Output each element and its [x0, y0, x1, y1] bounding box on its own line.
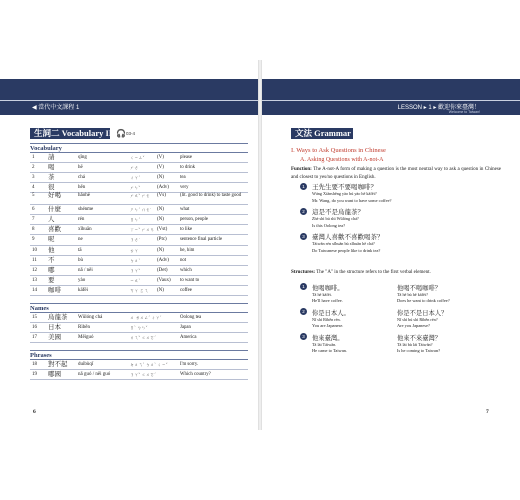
vocab-pinyin: Měiguó	[78, 335, 94, 340]
vocab-zhuyin: ㄋㄜ˙	[130, 237, 141, 243]
vocab-number: 9	[32, 237, 35, 243]
vocab-english: tea	[180, 174, 186, 180]
vocab-pinyin: xǐhuān	[78, 227, 92, 233]
vocab-characters: 哪	[48, 266, 55, 274]
vocab-part-of-speech: (V)	[157, 164, 164, 170]
vocab-row	[30, 266, 248, 276]
right-running-subheader: Welcome to Taiwan!	[448, 110, 480, 114]
right-header-bar	[262, 79, 520, 115]
vocab-pinyin: tā	[78, 247, 82, 253]
vocab-part-of-speech: (Ptc)	[157, 237, 167, 243]
vocab-row	[30, 256, 248, 266]
vocab-number: 13	[32, 277, 37, 283]
vocab-row	[30, 215, 248, 225]
vocab-row	[30, 246, 248, 256]
vocab-number: 17	[32, 335, 37, 340]
structures-label: Structures:	[291, 270, 316, 275]
vocab-english: which	[180, 267, 192, 273]
vocab-pinyin: bù	[78, 257, 83, 263]
vocab-part-of-speech: (Adv)	[157, 257, 169, 263]
question-english: Are you Japanese?	[397, 323, 430, 328]
vocab-number: 15	[32, 314, 37, 320]
vocab-pinyin: kāfēi	[78, 287, 88, 293]
vocab-part-of-speech: (N)	[157, 174, 164, 180]
vocab-characters: 要	[48, 276, 55, 284]
example-pinyin: Táiwān rén xǐhuān bù xǐhuān hē chá?	[312, 241, 375, 246]
statement-chinese: 你是日本人。	[312, 310, 350, 317]
vocab-characters: 他	[48, 246, 55, 254]
vocab-number: 19	[32, 371, 37, 377]
grammar-heading-2: A. Asking Questions with A-not-A	[300, 157, 384, 163]
vocab-number: 16	[32, 324, 37, 330]
vocab-row	[30, 183, 248, 193]
pair-number-badge: 1	[300, 283, 307, 290]
vocab-part-of-speech: (Vs)	[157, 193, 166, 199]
vocab-number: 3	[32, 174, 35, 180]
question-english: Is he coming to Taiwan?	[397, 348, 441, 353]
example-pinyin: Wáng Xiānshēng yào bú yào hē kāfēi?	[312, 191, 377, 196]
vocabulary-heading: Vocabulary	[30, 143, 248, 152]
question-column	[397, 308, 492, 328]
vocab-row	[30, 360, 248, 370]
vocab-pinyin: hē	[78, 164, 83, 170]
vocab-english: Japan	[180, 324, 191, 330]
question-column	[397, 333, 492, 353]
example-number-badge: 2	[300, 208, 307, 215]
vocab-row	[30, 205, 248, 215]
vocab-row	[30, 370, 248, 380]
vocab-zhuyin: ㄎㄚ ㄈㄟ	[130, 287, 149, 293]
names-heading: Names	[30, 303, 248, 312]
vocab-characters: 對不起	[48, 360, 68, 368]
vocab-pinyin: rén	[78, 217, 85, 223]
vocab-english: Oolong tea	[180, 314, 202, 320]
pair-number-badge: 3	[300, 333, 307, 340]
statement-english: He came to Taiwan.	[312, 348, 347, 353]
vocab-zhuyin: ㄧㄠˋ	[130, 277, 141, 283]
vocab-english: I'm sorry.	[180, 361, 199, 367]
vocab-pinyin: chá	[78, 174, 85, 180]
example-english: Do Taiwanese people like to drink tea?	[312, 248, 381, 253]
vocabulary-table	[30, 143, 248, 380]
vocab-pinyin: yào	[78, 277, 86, 283]
vocab-zhuyin: ㄒㄧˇ ㄏㄨㄢ	[130, 227, 155, 233]
vocab-characters: 日本	[48, 323, 61, 331]
statement-chinese: 他喝咖啡。	[312, 285, 344, 292]
vocab-english: not	[180, 257, 187, 263]
vocab-row	[30, 153, 248, 163]
example-chinese: 這是不是烏龍茶？	[312, 209, 364, 216]
example-chinese: 王先生要不要喝咖啡？	[312, 184, 377, 191]
header-rule	[0, 100, 258, 101]
grammar-heading-1: I. Ways to Ask Questions in Chinese	[291, 147, 386, 154]
vocab-english: (lit. good to drink) to taste good	[180, 193, 242, 199]
vocab-zhuyin: ㄏㄠˇ ㄏㄜ	[130, 193, 151, 199]
grammar-section-tab: 文法 Grammar	[291, 128, 353, 139]
vocab-zhuyin: ㄖˋ ㄅㄣˇ	[130, 324, 148, 330]
vocab-zhuyin: ㄅㄨˋ	[130, 257, 141, 263]
vocab-row	[30, 163, 248, 173]
phrases-rows	[30, 360, 248, 380]
vocab-number: 18	[32, 361, 37, 367]
vocab-row	[30, 313, 248, 323]
vocab-english: what	[180, 207, 190, 213]
vocab-part-of-speech: (Vaux)	[157, 277, 171, 283]
vocab-row	[30, 173, 248, 183]
question-pinyin: Nǐ shì bú shì Rìběn rén?	[397, 317, 438, 322]
question-chinese: 他來不來臺灣？	[397, 335, 442, 342]
vocab-number: 1	[32, 154, 35, 160]
vocab-english: Which country?	[180, 371, 211, 377]
function-paragraph	[291, 166, 501, 181]
example-pinyin: Zhè shì bú shì Wūlóng chá?	[312, 216, 359, 221]
vocab-english: he, him	[180, 247, 195, 253]
phrases-heading: Phrases	[30, 350, 248, 359]
vocab-zhuyin: ㄖㄣˊ	[130, 217, 141, 223]
statement-column	[312, 333, 407, 353]
statement-column	[312, 308, 407, 328]
vocab-characters: 喝	[48, 163, 55, 171]
vocab-pinyin: Rìběn	[78, 324, 90, 330]
vocab-pinyin: qǐng	[78, 154, 87, 160]
vocab-characters: 很	[48, 184, 55, 192]
vocab-english: very	[180, 185, 189, 191]
question-pinyin: Tā hē bù hē kāfēi?	[397, 292, 428, 297]
vocab-english: coffee	[180, 287, 192, 293]
vocab-part-of-speech: (N)	[157, 247, 164, 253]
question-chinese: 你是不是日本人？	[397, 310, 448, 317]
names-rows	[30, 313, 248, 343]
vocab-characters: 茶	[48, 173, 55, 181]
vocab-pinyin: shénme	[78, 207, 94, 213]
vocab-characters: 人	[48, 216, 55, 224]
vocab-number: 14	[32, 287, 37, 293]
vocab-characters: 咖啡	[48, 286, 61, 294]
vocab-row	[30, 286, 248, 296]
vocab-english: to like	[180, 227, 193, 233]
vocab-part-of-speech: (Det)	[157, 267, 168, 273]
vocab-characters: 請	[48, 153, 55, 161]
vocabulary-rows	[30, 153, 248, 296]
vocab-part-of-speech: (N)	[157, 207, 164, 213]
vocab-english: please	[180, 154, 192, 160]
vocab-part-of-speech: (Adv)	[157, 185, 169, 191]
vocab-row	[30, 276, 248, 286]
vocab-zhuyin: ㄏㄣˇ	[130, 185, 141, 191]
question-column	[397, 283, 492, 303]
example-number-badge: 3	[300, 233, 307, 240]
book-gutter	[258, 60, 262, 430]
example-english: Is this Oolong tea?	[312, 223, 346, 228]
page-number-left: 6	[33, 409, 36, 415]
structures-line	[291, 270, 501, 275]
right-running-header: LESSON ▸ 1 ▸ 歡迎你來臺灣！	[397, 105, 480, 111]
vocab-number: 4	[32, 185, 35, 191]
vocab-pinyin: Wūlóng chá	[78, 314, 103, 320]
vocabulary-section-tab: 生詞二 Vocabulary II	[30, 128, 110, 139]
vocab-number: 2	[32, 164, 35, 170]
vocab-number: 11	[32, 257, 37, 263]
vocab-row	[30, 333, 248, 343]
statement-pinyin: Nǐ shì Rìběn rén.	[312, 317, 341, 322]
vocab-row	[30, 193, 248, 205]
vocab-zhuyin: ㄇㄟˇ ㄍㄨㄛˊ	[130, 335, 157, 340]
vocab-part-of-speech: (N)	[157, 217, 164, 223]
vocab-zhuyin: ㄨ ㄌㄨㄥˊ ㄔㄚˊ	[130, 314, 162, 320]
headphones-icon: 🎧	[116, 129, 126, 138]
vocab-number: 5	[32, 193, 35, 199]
question-pinyin: Tā lái bù lái Táiwān?	[397, 342, 433, 347]
vocab-pinyin: ne	[78, 237, 83, 243]
header-rule	[262, 100, 520, 101]
vocab-english: to want to	[180, 277, 200, 283]
statement-english: You are Japanese.	[312, 323, 344, 328]
structures-text: The "A" in the structure refers to the first verbal element.	[316, 270, 431, 275]
function-label: Function:	[291, 167, 312, 172]
page-number-right: 7	[486, 409, 489, 415]
vocab-english: America	[180, 335, 197, 340]
vocab-number: 6	[32, 207, 35, 213]
vocab-number: 12	[32, 267, 37, 273]
vocab-row	[30, 235, 248, 245]
vocab-number: 10	[32, 247, 37, 253]
vocab-characters: 喜歡	[48, 226, 61, 234]
vocab-pinyin: hǎohē	[78, 193, 90, 199]
statement-pinyin: Tā lái Táiwān.	[312, 342, 337, 347]
example-chinese: 臺灣人喜歡不喜歡喝茶？	[312, 234, 384, 241]
vocab-zhuyin: ㄉㄨㄟˋ ㄅㄨˋ ㄑㄧˇ	[130, 361, 168, 367]
vocab-zhuyin: ㄊㄚ	[130, 247, 139, 253]
vocab-part-of-speech: (N)	[157, 287, 164, 293]
vocab-part-of-speech: (Vst)	[157, 227, 168, 233]
vocab-row	[30, 225, 248, 235]
vocab-zhuyin: ㄑㄧㄥˇ	[130, 154, 145, 160]
vocab-number: 7	[32, 217, 35, 223]
vocab-pinyin: hěn	[78, 185, 86, 191]
vocab-characters: 不	[48, 256, 55, 264]
statement-pinyin: Tā hē kāfēi.	[312, 292, 332, 297]
vocab-english: sentence final particle	[180, 237, 223, 243]
function-text: The A-not-A form of making a question is the most neutral way to ask a question in Chinese and closest to yes/no questions in English.	[291, 167, 501, 180]
vocab-characters: 好喝	[48, 192, 61, 200]
audio-track-label: 03-4	[126, 131, 136, 136]
statement-column	[312, 283, 407, 303]
vocab-zhuyin: ㄋㄚˇ	[130, 267, 141, 273]
vocab-english: person, people	[180, 217, 208, 223]
vocab-pinyin: nǎ guó / něi guó	[78, 371, 111, 377]
section-gap	[30, 296, 248, 303]
statement-english: He'll have coffee.	[312, 298, 343, 303]
vocab-row	[30, 323, 248, 333]
vocab-zhuyin: ㄋㄚˇ ㄍㄨㄛˊ	[130, 371, 157, 377]
vocab-part-of-speech: (V)	[157, 154, 164, 160]
pair-number-badge: 2	[300, 308, 307, 315]
vocab-characters: 呢	[48, 236, 55, 244]
vocab-number: 8	[32, 227, 35, 233]
vocab-characters: 哪國	[48, 370, 61, 378]
vocab-characters: 什麼	[48, 206, 61, 214]
question-english: Does he want to drink coffee?	[397, 298, 450, 303]
statement-chinese: 他來臺灣。	[312, 335, 344, 342]
vocab-zhuyin: ㄔㄚˊ	[130, 174, 141, 180]
vocab-english: to drink	[180, 164, 196, 170]
example-english: Mr. Wang, do you want to have some coffee?	[312, 198, 392, 203]
vocab-characters: 美國	[48, 334, 61, 341]
question-chinese: 他喝不喝咖啡？	[397, 285, 442, 292]
section-gap	[30, 343, 248, 350]
vocab-pinyin: duìbùqǐ	[78, 361, 94, 367]
vocab-pinyin: nǎ / něi	[78, 267, 93, 273]
example-number-badge: 1	[300, 183, 307, 190]
vocab-zhuyin: ㄕㄣˊ ㄇㄜ˙	[130, 207, 152, 213]
left-running-header: ◀ 當代中文課程 1	[32, 105, 80, 111]
left-header-bar	[0, 79, 258, 115]
vocab-zhuyin: ㄏㄜ	[130, 164, 139, 170]
vocab-characters: 烏龍茶	[48, 313, 68, 321]
